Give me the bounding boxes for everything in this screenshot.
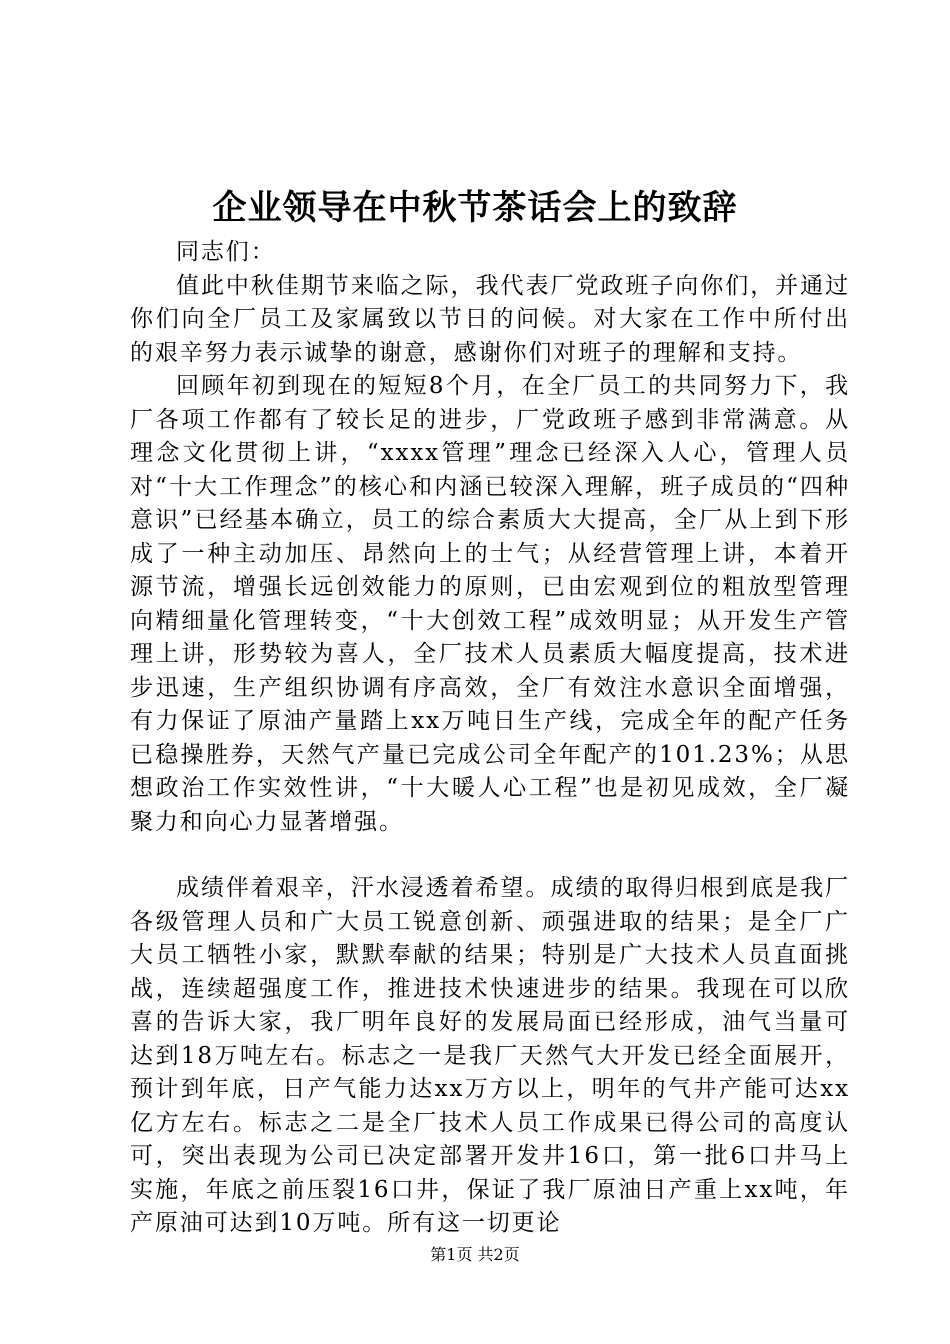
document-body <box>130 236 850 1241</box>
paragraph-1: 值此中秋佳期节来临之际，我代表厂党政班子向你们，并通过你们向全厂员工及家属致以节日的问候。对大家在工作中所付出的艰辛努力表示诚挚的谢意，感谢你们对班子的理解和支持。 <box>130 272 850 366</box>
page-number: 第1页 共2页 <box>430 1245 520 1264</box>
paragraph-3: 成绩伴着艰辛，汗水浸透着希望。成绩的取得归根到底是我厂各级管理人员和广大员工锐意创新、顽强进取的结果；是全厂广大员工牺牲小家，默默奉献的结果；特别是广大技术人员直面挑战，连续超强度工作，推进技术快速进步的结果。我现在可以欣喜的告诉大家，我厂明年良好的发展局面已经形成，油气当量可达到18万吨左右。标志之一是我厂天然气大开发已经全面展开，预计到年底，日产气能力达xx万方以上，明年的气井产能可达xx亿方左右。标志之二是全厂技术人员工作成果已得公司的高度认可，突出表现为公司已决定部署开发井16口，第一批6口井马上实施，年底之前压裂16口井，保证了我厂原油日产重上xx吨，年产原油可达到10万吨。所有这一切更论 <box>130 875 850 1236</box>
paragraph-2: 回顾年初到现在的短短8个月，在全厂员工的共同努力下，我厂各项工作都有了较长足的进步，厂党政班子感到非常满意。从理念文化贯彻上讲，“xxxx管理”理念已经深入人心，管理人员对“十大工作理念”的核心和内涵已较深入理解，班子成员的“四种意识”已经基本确立，员工的综合素质大大提高，全厂从上到下形成了一种主动加压、昂然向上的士气；从经营管理上讲，本着开源节流，增强长远创效能力的原则，已由宏观到位的粗放型管理向精细量化管理转变，“十大创效工程”成效明显；从开发生产管理上讲，形势较为喜人，全厂技术人员素质大幅度提高，技术进步迅速，生产组织协调有序高效，全厂有效注水意识全面增强，有力保证了原油产量踏上xx万吨日生产线，完成全年的配产任务已稳操胜券，天然气产量已完成公司全年配产的101.23%；从思想政治工作实效性讲，“十大暖人心工程”也是初见成效，全厂凝聚力和向心力显著增强。 <box>130 373 850 835</box>
salutation: 同志们： <box>176 239 276 265</box>
document-title: 企业领导在中秋节茶话会上的致辞 <box>212 188 738 228</box>
